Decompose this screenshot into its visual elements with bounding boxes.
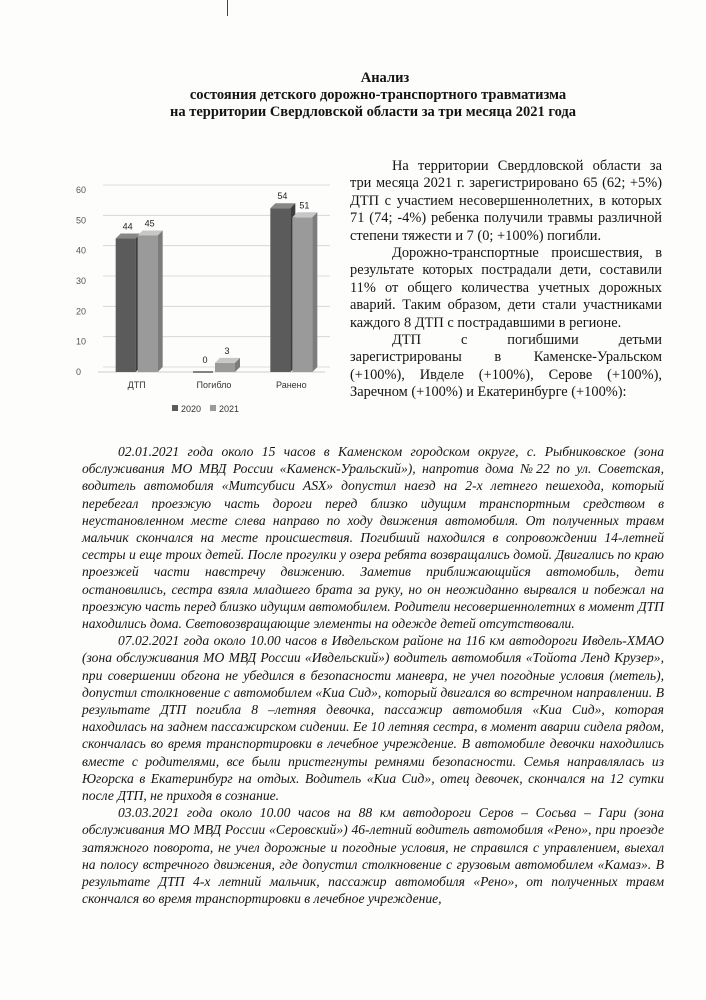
summary-column xyxy=(350,158,662,402)
legend-swatch xyxy=(210,405,216,411)
incident-paragraph: 07.02.2021 года около 10.00 часов в Ивдельском районе на 116 км автодороги Ивдель-ХМАО (зона обслуживания МО МВД России «Ивдельский») водитель автомобиля «Тойота Ленд Крузер», при совершении обгона не убедился в безопасности маневра, не учел погодные условия (метель), допустил столкновение с автомобилем «Киа Сид», который двигался во встречном направлении. В результате ДТП погибла 8 –летняя девочка, пассажир автомобиля «Киа Сид», которая находилась на заднем пассажирском сидении. Ее 10 летняя сестра, в момент аварии сидела рядом, скончалась во время транспортировки в лечебное учреждение. В автомобиле девочки находились вместе с родителями, все были пристегнуты ремнями безопасности. Семья направлялась из Югорска в Екатеринбург на отдых. Водитель «Киа Сид», отец девочек, скончался на 12 сутки после ДТП, не приходя в сознание. xyxy=(82,633,664,804)
data-label: 3 xyxy=(224,345,230,356)
data-label: 0 xyxy=(202,355,208,365)
incident-paragraph: 03.03.2021 года около 10.00 часов на 88 км автодороги Серов – Сосьва – Гари (зона обслуживания МО МВД России «Серовский») 46-летний водитель автомобиля «Рено», при проезде затяжного поворота, не учел дорожные и погодные условия, не справился с управлением, выехал на полосу встречного движения, где допустил столкновение с грузовым автомобилем «Камаз». В результате ДТП 4-х летний мальчик, пассажир автомобиля «Рено», от полученных травм скончался во время транспортировки в лечебное учреждение, xyxy=(82,805,664,907)
category-label: Погибло xyxy=(196,380,232,390)
summary-paragraph-3: ДТП с погибшими детьми зарегистрированы в Каменске-Уральском (+100%), Ивделе (+100%), Серове (+100%), Заречном (+100%) и Екатеринбурге (+100%): xyxy=(350,332,662,401)
data-label: 44 xyxy=(122,221,133,232)
legend-swatch xyxy=(172,405,178,411)
y-tick-label: 40 xyxy=(76,245,87,256)
y-tick-label: 60 xyxy=(76,185,87,195)
category-label: Ранено xyxy=(275,380,307,390)
chart-svg xyxy=(60,158,340,430)
y-tick-label: 0 xyxy=(76,367,82,377)
summary-paragraph-1: На территории Свердловской области за три месяца 2021 г. зарегистрировано 65 (62; +5%) ДТП с участием несовершеннолетних, в которых 71 (74; -4%) ребенка получили травмы различной степени тяжести и 7 (0; +100%) погибли. xyxy=(350,158,662,244)
bar xyxy=(116,239,136,372)
bar-side-face xyxy=(158,231,163,373)
statistics-bar-chart xyxy=(60,158,340,430)
y-tick-label: 20 xyxy=(76,306,87,317)
y-tick-label: 10 xyxy=(76,336,87,347)
bar xyxy=(215,363,235,372)
data-label: 54 xyxy=(277,191,288,202)
data-label: 51 xyxy=(299,200,310,211)
incident-paragraph: 02.01.2021 года около 15 часов в Каменском городском округе, с. Рыбниковское (зона обслуживания МО МВД России «Каменск-Уральский»), напротив дома №22 по ул. Советская, водитель автомобиля «Митсубиси ASX» допустил наезд на 2-х летнего пешехода, который перебегал проезжую часть дороги перед близко идущим транспортным средством в неустановленном месте слева направо по ходу движения автомобиля. От полученных травм мальчик скончался на месте происшествия. Погибший находился в сопровождении 14-летней сестры и еще троих детей. После прогулки у озера ребята возвращались домой. Двигались по краю проезжей части навстречу движению. Заметив приближающийся автомобиль, дети остановились, сестра взяла младшего брата за руку, но он неожиданно вырвался и побежал на проезжую часть перед близко идущим автомобилем. Родители несовершеннолетних в момент ДТП находились дома. Световозвращающие элементы на одежде детей отсутствовали. xyxy=(82,444,664,632)
legend-label: 2021 xyxy=(219,404,240,414)
data-label: 45 xyxy=(144,218,155,229)
incident-descriptions xyxy=(82,443,664,907)
title-line-2: состояния детского дорожно-транспортного травматизма xyxy=(189,87,567,103)
title-line-1: Анализ xyxy=(360,70,410,86)
summary-paragraph-2: Дорожно-транспортные происшествия, в результате которых пострадали дети, составили 11% от общего количества учетных дорожных аварий. Таким образом, дети стали участниками каждого 8 ДТП с пострадавшими в регионе. xyxy=(350,245,662,331)
bar xyxy=(270,208,290,372)
document-title xyxy=(0,70,706,121)
y-tick-label: 50 xyxy=(76,215,87,226)
bar-side-face xyxy=(312,212,317,372)
bar xyxy=(292,217,312,372)
bar xyxy=(138,236,158,373)
title-line-3: на территории Свердловской области за три месяца 2021 года xyxy=(169,104,577,120)
scan-artifact-line xyxy=(227,0,228,16)
category-label: ДТП xyxy=(127,380,146,390)
y-tick-label: 30 xyxy=(76,276,87,286)
legend-label: 2020 xyxy=(181,404,202,414)
